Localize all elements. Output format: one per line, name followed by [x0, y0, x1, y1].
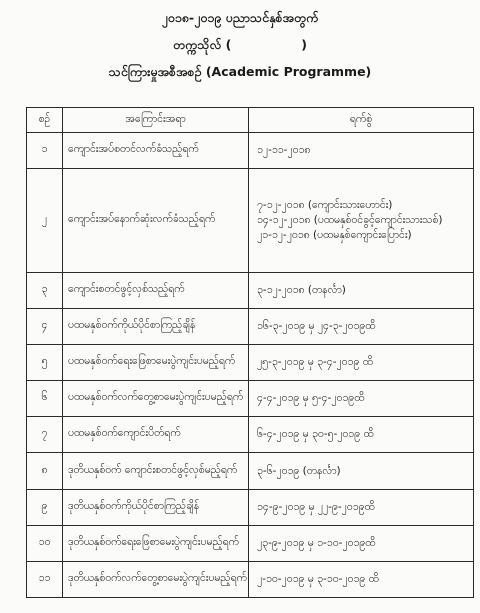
row-number: ၇: [27, 417, 63, 453]
paren-close: ): [301, 37, 307, 52]
row-event: ပထမနှစ်ဝက်လက်တွေ့စာမေးပွဲကျင်းပမည့်ရက်: [63, 381, 249, 417]
row-event: ဒုတိယနှစ်ဝက် ကျောင်းစတင်ဖွင့်လှစ်မည့်ရက်: [63, 453, 249, 489]
row-date: [249, 453, 474, 489]
table-row: [27, 381, 474, 417]
table-row: [27, 561, 474, 597]
row-event: ပထမနှစ်ဝက်ကျောင်းပိတ်ရက်: [63, 417, 249, 453]
row-event: ကျောင်းစတင်ဖွင့်လှစ်သည့်ရက်: [63, 272, 249, 308]
header-event: အကြောင်းအရာ: [63, 108, 249, 133]
header-date: ရက်စွဲ: [249, 108, 474, 133]
table-header-row: [27, 108, 474, 133]
table-row: [27, 525, 474, 561]
document-header: [0, 4, 480, 85]
row-event: ကျောင်းအပ်နောက်ဆုံးလက်ခံသည့်ရက်: [63, 169, 249, 273]
header-year-line: ၂၀၁၈-၂၀၁၉ ပညာသင်နှစ်အတွက်: [161, 10, 319, 25]
date-line: ၄-၄-၂၀၁၉ မှ ၅-၄-၂၀၁၉ထိ: [257, 392, 365, 405]
date-line: ၁၄-၁၂-၂၀၁၈ (ပထမနှစ်ဝင်ခွင့်ကျောင်းသားသစ်): [257, 214, 443, 227]
row-event: ကျောင်းအပ်စတင်လက်ခံသည့်ရက်: [63, 133, 249, 169]
row-date: [249, 133, 474, 169]
table-row: [27, 489, 474, 525]
date-line: ၇-၁၂-၂၀၁၈ (ကျောင်းသားဟောင်း): [257, 199, 393, 212]
date-line: ၆-၄-၂၀၁၉ မှ ၃၀-၅-၂၀၁၉ ထိ: [257, 428, 374, 441]
row-number: ၁: [27, 133, 63, 169]
row-event: ဒုတိယနှစ်ဝက်ကိုယ်ပိုင်စာကြည့်ချိန်: [63, 489, 249, 525]
table-row: [27, 453, 474, 489]
table-row: [27, 272, 474, 308]
date-line: ၁၄-၉-၂၀၁၉ မှ ၂၂-၉-၂၀၁၉ထိ: [257, 500, 375, 513]
row-number: ၈: [27, 453, 63, 489]
row-number: ၉: [27, 489, 63, 525]
row-number: ၁၁: [27, 561, 63, 597]
date-line: ၃-၁၂-၂၀၁၈ (တနင်္လာ): [257, 283, 346, 296]
row-event: ပထမနှစ်ဝက်ရေးဖြေစာမေးပွဲကျင်းပမည့်ရက်: [63, 345, 249, 381]
row-date: [249, 417, 474, 453]
date-line: ၁၂-၁၁-၂၀၁၈: [257, 144, 311, 157]
row-number: ၁၀: [27, 525, 63, 561]
row-date: [249, 169, 474, 273]
row-date: [249, 272, 474, 308]
row-number: ၃: [27, 272, 63, 308]
date-line: ၂၅-၃-၂၀၁၉ မှ ၃-၄-၂၀၁၉ ထိ: [257, 356, 373, 369]
row-date: [249, 381, 474, 417]
row-date: [249, 345, 474, 381]
paren-open: (: [225, 37, 232, 52]
table-row: [27, 345, 474, 381]
table-row: [27, 133, 474, 169]
date-line: ၂-၁၀-၂၀၁၉ မှ ၃-၁၀-၂၀၁၉ ထိ: [257, 572, 379, 585]
date-line: ၃-၆-၂၀၁၉ (တနင်္လာ): [257, 464, 341, 477]
table-row: [27, 169, 474, 273]
row-number: ၆: [27, 381, 63, 417]
header-no: စဉ်: [27, 108, 63, 133]
row-date: [249, 309, 474, 345]
row-date: [249, 489, 474, 525]
row-number: ၄: [27, 309, 63, 345]
date-line: ၂၁-၁၂-၂၀၁၈ (ပထမနှစ်ကျောင်းပြောင်း): [257, 229, 412, 242]
row-date: [249, 525, 474, 561]
row-event: ဒုတိယနှစ်ဝက်လက်တွေ့စာမေးပွဲကျင်းပမည့်ရက်: [63, 561, 249, 597]
table-row: [27, 309, 474, 345]
row-event: ပထမနှစ်ဝက်ကိုယ်ပိုင်စာကြည့်ချိန်: [63, 309, 249, 345]
table-row: [27, 417, 474, 453]
row-number: ၂: [27, 169, 63, 273]
academic-schedule-table: [26, 107, 474, 598]
header-programme-line: သင်ကြားမှုအစီအစဉ် (Academic Programme): [108, 64, 372, 79]
date-line: ၁၆-၃-၂၀၁၉ မှ ၂၄-၃-၂၀၁၉ထိ: [257, 320, 376, 333]
row-event: ဒုတိယနှစ်ဝက်ရေးဖြေစာမေးပွဲကျင်းပမည့်ရက်: [63, 525, 249, 561]
date-line: ၂၃-၉-၂၀၁၉ မှ ၁-၁၀-၂၀၁၉ထိ: [257, 536, 376, 549]
university-label: တက္ကသိုလ်: [172, 37, 222, 52]
row-number: ၅: [27, 345, 63, 381]
header-university-line: [0, 31, 480, 58]
row-date: [249, 561, 474, 597]
